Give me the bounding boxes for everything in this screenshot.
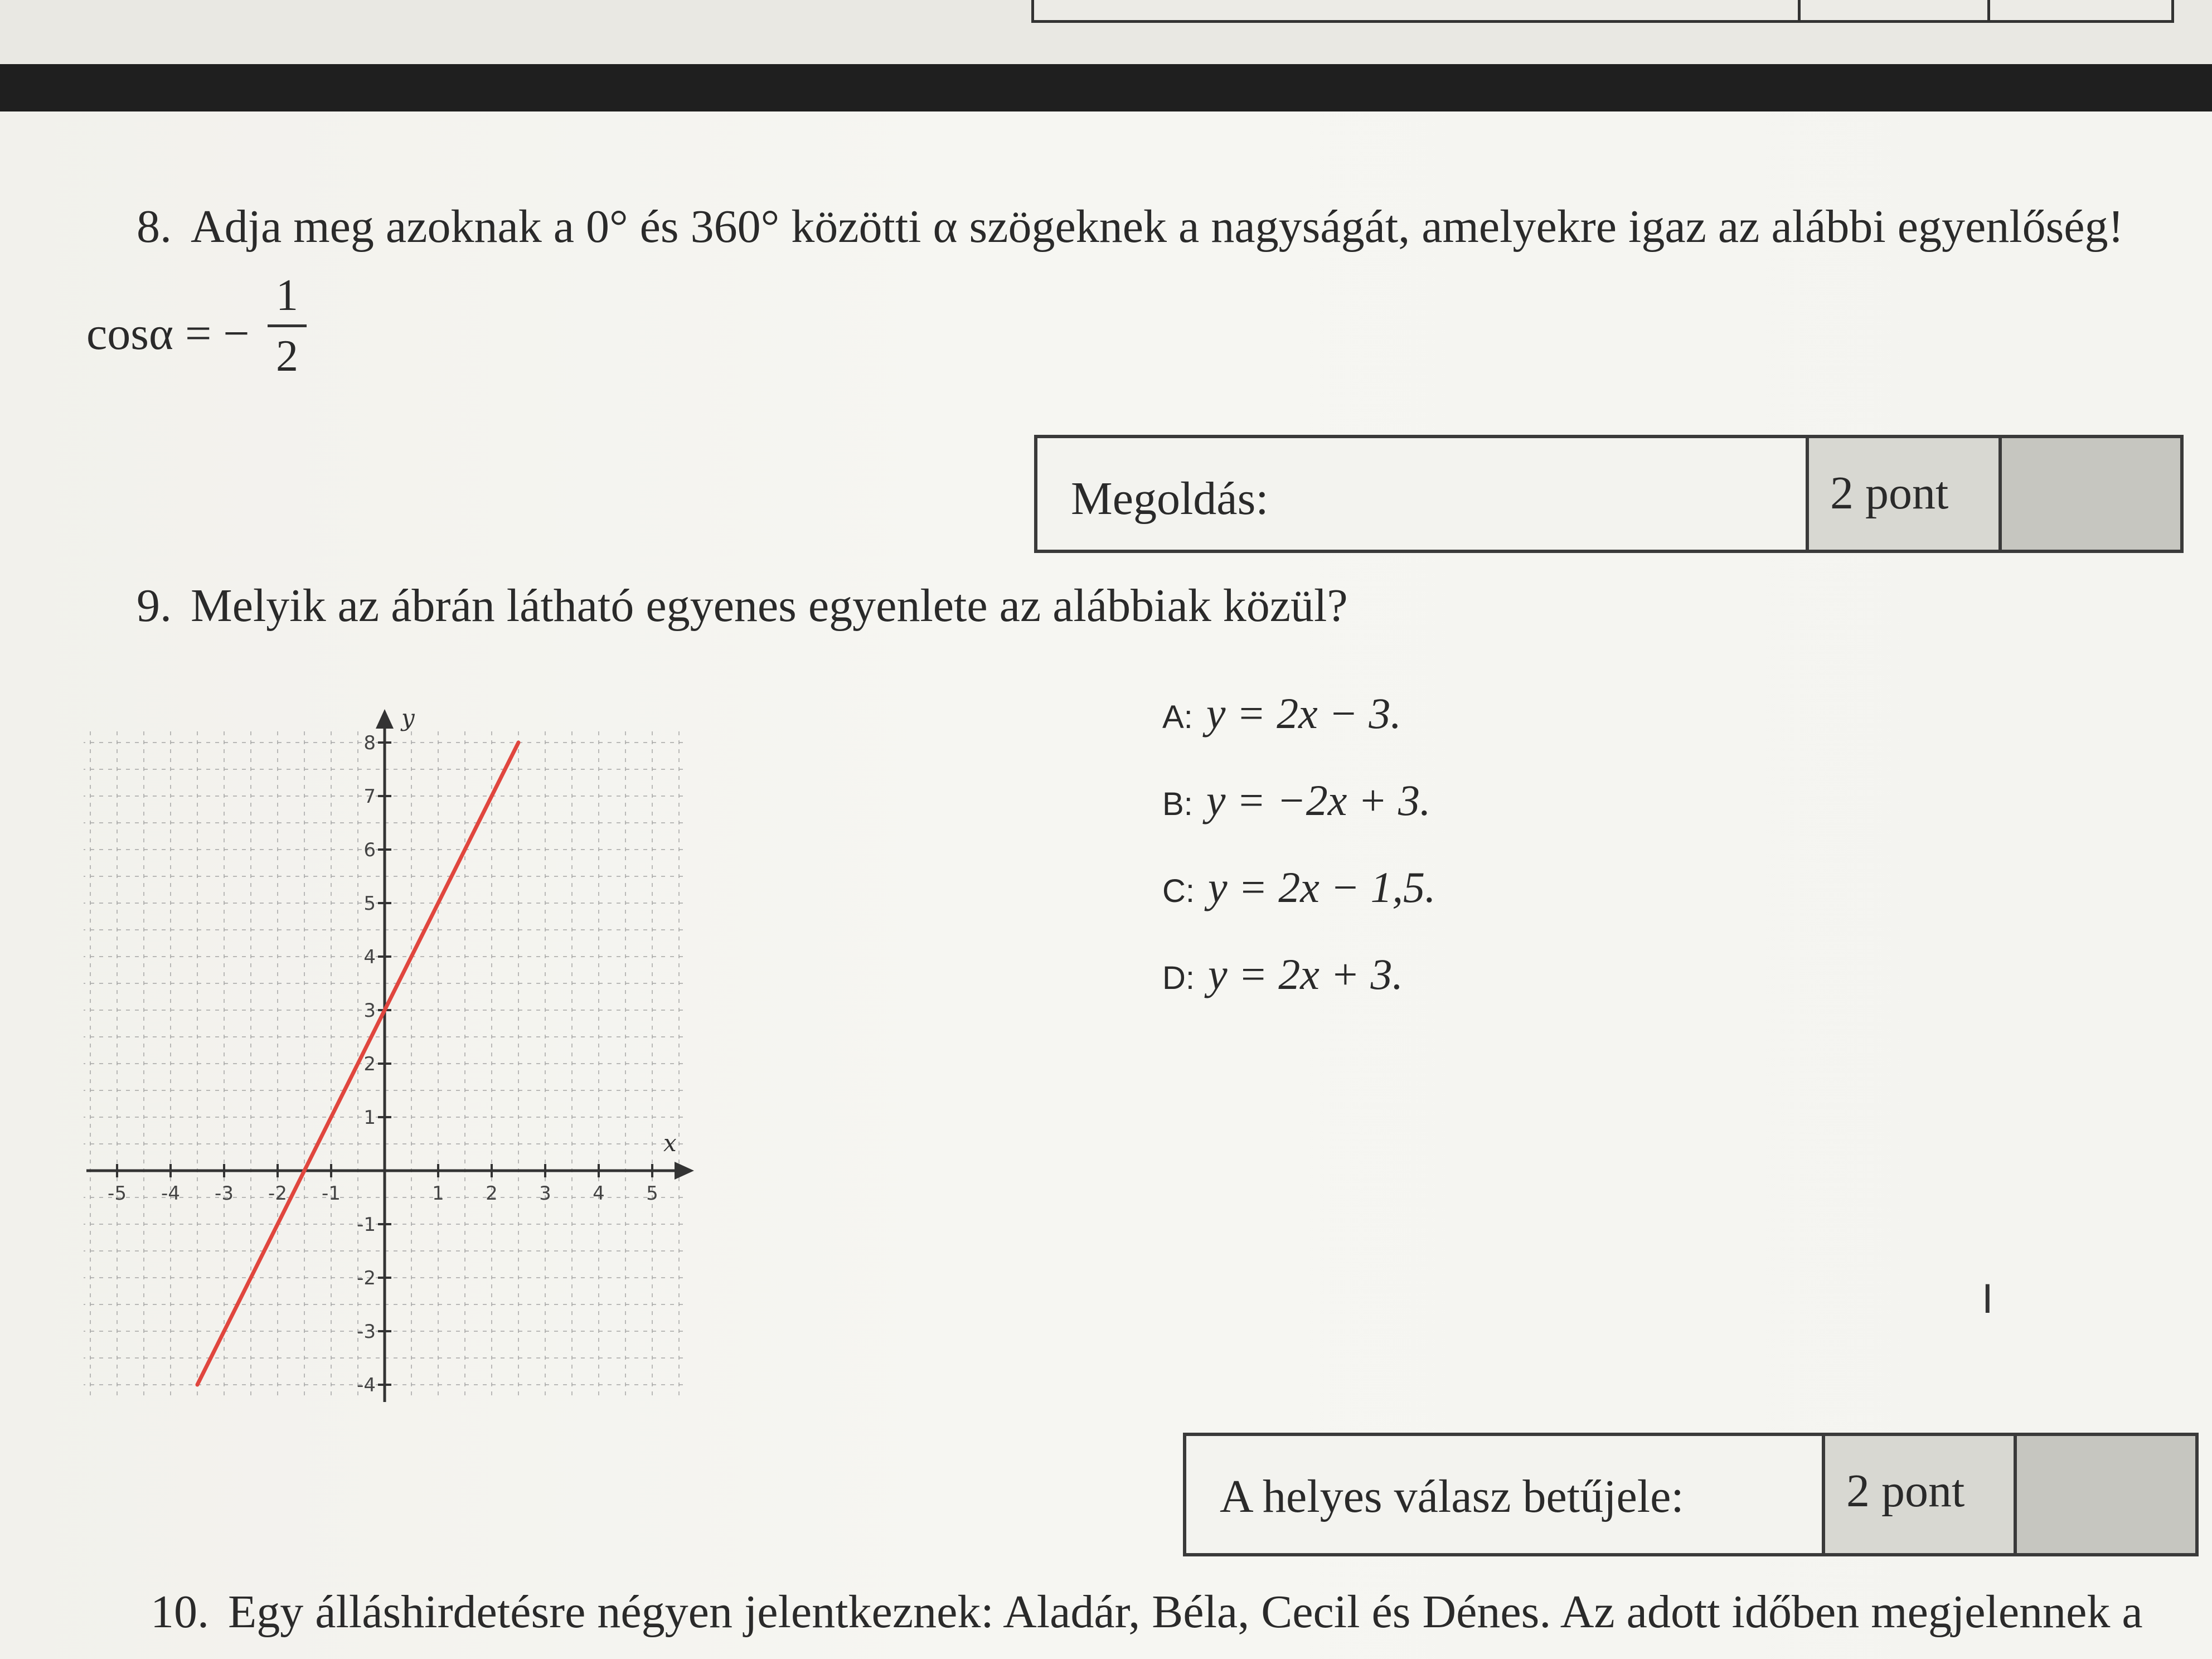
formula-lhs: cosα = − <box>86 308 250 360</box>
option-letter: D: <box>1162 960 1195 996</box>
y-tick-label: 3 <box>363 1000 376 1022</box>
y-tick-label: -2 <box>357 1267 376 1289</box>
points-label: 2 pont <box>1830 467 1949 519</box>
formula-fraction <box>268 273 307 379</box>
option-equation: y = −2x + 3. <box>1206 776 1431 824</box>
option-a[interactable] <box>1162 688 1436 775</box>
x-tick-label: -2 <box>268 1182 287 1205</box>
x-tick-label: -4 <box>161 1182 180 1205</box>
question-number: 10. <box>151 1586 209 1638</box>
x-tick-label: 4 <box>593 1182 605 1205</box>
fraction-denominator: 2 <box>276 332 298 381</box>
previous-answer-box <box>1031 0 2174 23</box>
answer-box-9[interactable] <box>1183 1433 2199 1556</box>
option-letter: C: <box>1162 873 1195 909</box>
y-tick-label: -4 <box>357 1374 376 1396</box>
y-tick-label: 4 <box>363 946 376 968</box>
option-c[interactable] <box>1162 862 1436 949</box>
x-axis-arrow <box>675 1162 694 1180</box>
x-tick-label: -3 <box>215 1182 234 1205</box>
score-cell[interactable] <box>1998 438 2180 550</box>
y-tick-label: -3 <box>357 1321 376 1343</box>
score-cell[interactable] <box>2014 1436 2195 1553</box>
y-tick-label: -1 <box>357 1214 376 1236</box>
x-tick-label: -5 <box>108 1182 127 1205</box>
question-number: 9. <box>137 580 172 632</box>
x-tick-label: 5 <box>646 1182 658 1205</box>
page-gap <box>0 64 2212 111</box>
question-number: 8. <box>137 201 172 253</box>
fraction-bar <box>268 324 307 327</box>
option-equation: y = 2x − 1,5. <box>1208 863 1436 911</box>
points-label: 2 pont <box>1846 1465 1965 1517</box>
question-text: Adja meg azoknak a 0° és 360° közötti α szögeknek a nagyságát, amelyekre igaz az alábbi egyenlőség! <box>191 201 2124 253</box>
y-tick-label: 1 <box>363 1107 376 1129</box>
question-9 <box>137 580 1348 632</box>
y-tick-label: 7 <box>363 785 376 808</box>
option-b[interactable] <box>1162 775 1436 862</box>
y-axis-arrow <box>376 709 394 729</box>
y-axis-label: y <box>401 704 415 731</box>
answer-label: Megoldás: <box>1071 473 1269 525</box>
question-8 <box>137 201 2124 253</box>
question-text: Egy álláshirdetésre négyen jelentkeznek: Aladár, Béla, Cecil és Dénes. Az adott időben megjelennek a <box>228 1586 2143 1638</box>
x-tick-label: 1 <box>432 1182 444 1205</box>
answer-label: A helyes válasz betűjele: <box>1220 1471 1684 1522</box>
option-letter: B: <box>1162 786 1193 822</box>
y-tick-label: 2 <box>363 1053 376 1075</box>
question-10 <box>151 1586 2143 1638</box>
option-equation: y = 2x − 3. <box>1206 689 1401 738</box>
y-tick-label: 6 <box>363 839 376 861</box>
points-cell <box>1822 1436 2015 1553</box>
y-tick-label: 5 <box>363 892 376 915</box>
options-list <box>1162 688 1436 1036</box>
line-graph <box>84 700 697 1402</box>
points-cell <box>1806 438 1998 550</box>
option-d[interactable] <box>1162 949 1436 1036</box>
text-cursor-icon: Ι <box>1982 1277 1993 1322</box>
answer-box-8[interactable] <box>1034 435 2184 553</box>
x-tick-label: 3 <box>539 1182 551 1205</box>
fraction-numerator: 1 <box>276 271 298 320</box>
option-equation: y = 2x + 3. <box>1208 950 1404 998</box>
option-letter: A: <box>1162 699 1193 735</box>
question-text: Melyik az ábrán látható egyenes egyenlete az alábbiak közül? <box>191 580 1348 632</box>
x-axis-label: x <box>663 1129 677 1157</box>
x-tick-label: -1 <box>322 1182 341 1205</box>
y-tick-label: 8 <box>363 732 376 754</box>
x-tick-label: 2 <box>486 1182 498 1205</box>
